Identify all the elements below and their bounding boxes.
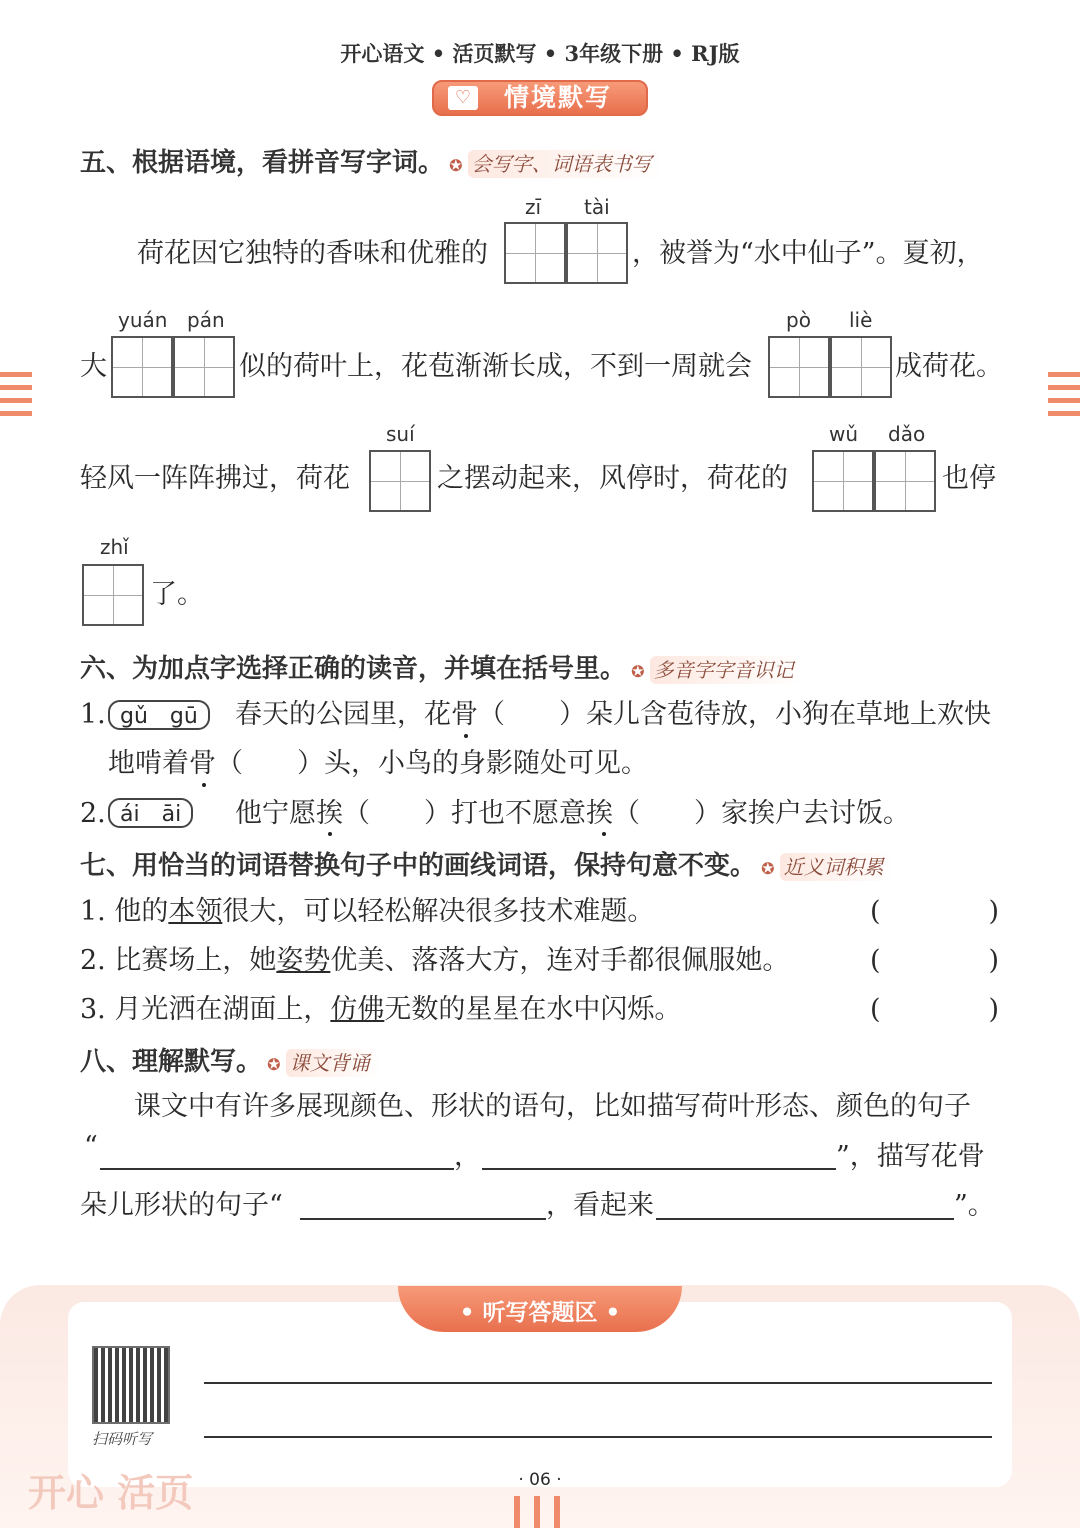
char-box[interactable] bbox=[504, 222, 566, 284]
s5-text-8: 也停 bbox=[942, 463, 996, 494]
char-box[interactable] bbox=[830, 336, 892, 398]
pinyin-tai: tài bbox=[584, 195, 610, 219]
book-header: 开心语文 • 活页默写 • 3年级下册 • RJ版 bbox=[340, 41, 740, 66]
tag-icon: ✪ bbox=[449, 156, 463, 175]
tag-icon: ✪ bbox=[267, 1055, 281, 1074]
underlined-word: 姿势 bbox=[276, 945, 331, 976]
banner-title: 情境默写 bbox=[504, 83, 613, 112]
char-box[interactable] bbox=[82, 564, 144, 626]
brand-watermark: 开心 活页 bbox=[28, 1471, 194, 1515]
section6-heading bbox=[80, 648, 804, 685]
char-box[interactable] bbox=[812, 450, 874, 512]
s7-item-2: 2. 比赛场上，她姿势优美、落落大方，连对手都很佩服她。 bbox=[80, 945, 790, 976]
section8-tag: 课文背诵 bbox=[286, 1049, 380, 1077]
pinyin-zhi: zhǐ bbox=[100, 535, 129, 559]
s8-line3-end: ”。 bbox=[954, 1190, 995, 1221]
section-banner bbox=[432, 80, 648, 116]
tag-icon: ✪ bbox=[631, 662, 645, 681]
page-number: · 06 · bbox=[518, 1470, 562, 1490]
s5-text-2: ，被誉为“水中仙子”。夏初， bbox=[632, 238, 984, 269]
s5-text-7: 之摆动起来，风停时，荷花的 bbox=[437, 463, 788, 494]
answer-blank[interactable]: ( ) bbox=[870, 994, 1000, 1025]
char-box[interactable] bbox=[874, 450, 936, 512]
q6-1-line2: 地啃着骨（ ）头，小鸟的身影随处可见。 bbox=[108, 748, 648, 779]
s5-text-9: 了。 bbox=[150, 579, 204, 610]
section8-title: 八、理解默写。 bbox=[80, 1047, 263, 1077]
section5-heading bbox=[80, 142, 662, 179]
q6-2-line1: 他宁愿挨（ ）打也不愿意挨（ ）家挨户去讨饭。 bbox=[235, 798, 910, 829]
answer-blank[interactable]: ( ) bbox=[870, 896, 1000, 927]
section6-title: 六、为加点字选择正确的读音，并填在括号里。 bbox=[80, 654, 627, 684]
pinyin-pan: pán bbox=[187, 308, 225, 332]
pinyin-dao: dǎo bbox=[888, 422, 926, 446]
emphasis-dot bbox=[602, 832, 606, 836]
q6-2-num: 2. bbox=[80, 798, 106, 829]
s5-text-3: 大 bbox=[80, 351, 107, 382]
q6-1-num: 1. bbox=[80, 699, 106, 730]
pinyin-yuan: yuán bbox=[118, 308, 168, 332]
s8-quote-open: “ bbox=[84, 1131, 98, 1162]
fill-line[interactable] bbox=[300, 1218, 546, 1220]
emphasis-dot bbox=[464, 734, 468, 738]
dictation-line[interactable] bbox=[204, 1436, 992, 1438]
q6-1-line1: 春天的公园里，花骨（ ）朵儿含苞待放，小狗在草地上欢快 bbox=[235, 699, 991, 730]
section7-tag: 近义词积累 bbox=[780, 853, 894, 881]
section6-tag: 多音字字音识记 bbox=[650, 656, 804, 684]
heart-icon: ♡ bbox=[448, 86, 478, 110]
char-box[interactable] bbox=[768, 336, 830, 398]
fill-line[interactable] bbox=[100, 1168, 454, 1170]
underlined-word: 仿佛 bbox=[330, 994, 385, 1025]
s5-text-5: 成荷花。 bbox=[895, 351, 1003, 382]
s5-text-4: 似的荷叶上，花苞渐渐长成，不到一周就会 bbox=[239, 351, 752, 382]
section7-title: 七、用恰当的词语替换句子中的画线词语，保持句意不变。 bbox=[80, 851, 757, 881]
qr-label: 扫码听写 bbox=[92, 1430, 153, 1448]
q6-2-options: ái āi bbox=[108, 798, 193, 828]
fill-line[interactable] bbox=[656, 1218, 954, 1220]
emphasis-dot bbox=[328, 832, 332, 836]
section7-heading bbox=[80, 845, 894, 882]
pinyin-po: pò bbox=[786, 308, 811, 332]
answer-blank[interactable]: ( ) bbox=[870, 945, 1000, 976]
s8-line3-mid: ，看起来 bbox=[546, 1190, 654, 1221]
pinyin-zi: zī bbox=[525, 195, 542, 219]
s5-text-1: 荷花因它独特的香味和优雅的 bbox=[137, 238, 488, 269]
pinyin-wu: wǔ bbox=[829, 422, 859, 446]
tag-icon: ✪ bbox=[761, 859, 775, 878]
char-box[interactable] bbox=[566, 222, 628, 284]
s8-comma: ， bbox=[454, 1141, 481, 1172]
fill-line[interactable] bbox=[482, 1168, 836, 1170]
s8-line1: 课文中有许多展现颜色、形状的语句，比如描写荷叶形态、颜色的句子 bbox=[134, 1091, 971, 1122]
s7-item-3: 3. 月光洒在湖面上，仿佛无数的星星在水中闪烁。 bbox=[80, 994, 682, 1025]
section5-tag: 会写字、词语表书写 bbox=[468, 150, 662, 178]
right-side-decoration bbox=[1048, 372, 1080, 424]
section5-title: 五、根据语境，看拼音写字词。 bbox=[80, 148, 445, 178]
emphasis-dot bbox=[202, 783, 206, 787]
underlined-word: 本领 bbox=[168, 896, 223, 927]
s7-item-1: 1. 他的本领很大，可以轻松解决很多技术难题。 bbox=[80, 896, 655, 927]
q6-1-options: gǔ gū bbox=[108, 700, 210, 730]
dictation-title: • 听写答题区 • bbox=[459, 1300, 621, 1326]
char-box[interactable] bbox=[173, 336, 235, 398]
qr-code-icon[interactable] bbox=[92, 1346, 170, 1424]
char-box[interactable] bbox=[111, 336, 173, 398]
char-box[interactable] bbox=[369, 450, 431, 512]
dictation-line[interactable] bbox=[204, 1382, 992, 1384]
bottom-decoration bbox=[514, 1496, 568, 1528]
s8-line3-start: 朵儿形状的句子“ bbox=[80, 1190, 283, 1221]
pinyin-sui: suí bbox=[386, 422, 415, 446]
s5-text-6: 轻风一阵阵拂过，荷花 bbox=[80, 463, 350, 494]
section8-heading bbox=[80, 1041, 380, 1078]
left-side-decoration bbox=[0, 372, 32, 424]
s8-line2-end: ”，描写花骨 bbox=[836, 1141, 985, 1172]
pinyin-lie: liè bbox=[849, 308, 873, 332]
